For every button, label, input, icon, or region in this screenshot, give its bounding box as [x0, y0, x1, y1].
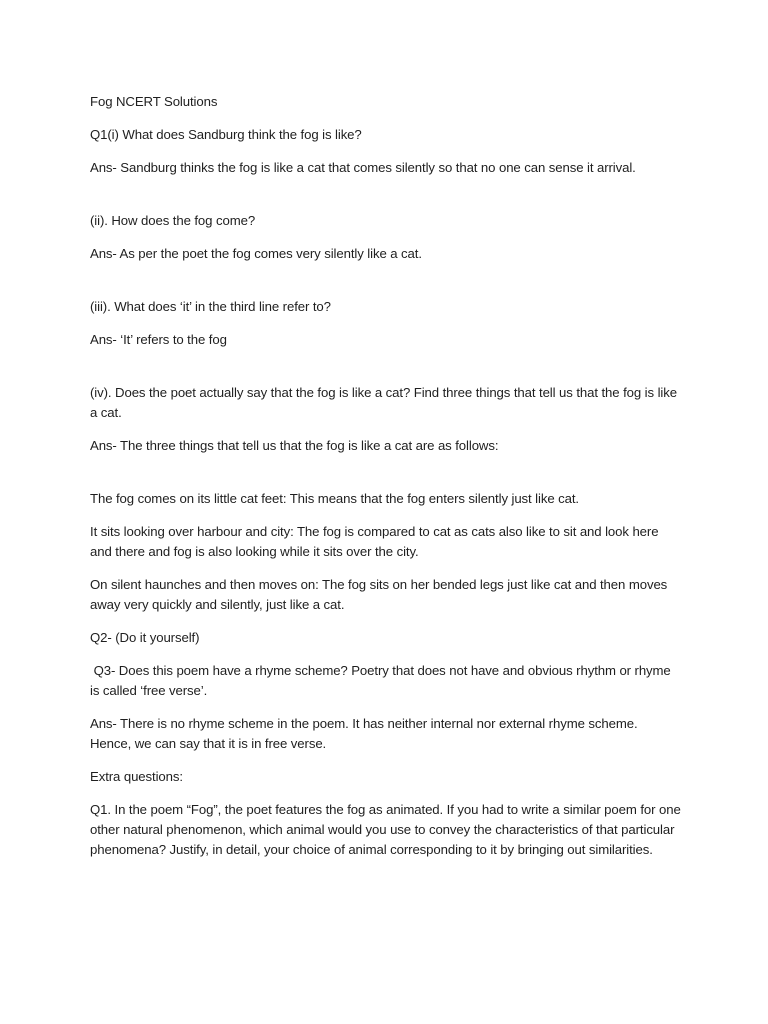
blank-line: [90, 469, 682, 489]
question-2: Q2- (Do it yourself): [90, 630, 200, 645]
answer-1-iv: Ans- The three things that tell us that the fog is like a cat are as follows:: [90, 438, 499, 453]
question-3: Q3- Does this poem have a rhyme scheme? Poetry that does not have and obvious rhythm or rhyme is called ‘free verse’.: [90, 663, 671, 698]
extra-question-1: Q1. In the poem “Fog”, the poet features the fog as animated. If you had to write a similar poem for one other natural phenomenon, which animal would you use to convey the characteristics of that particular phenomena? Justify, in detail, your choice of animal corresponding to it by bringing out similarities.: [90, 802, 681, 857]
question-1-iii: (iii). What does ‘it’ in the third line refer to?: [90, 299, 331, 314]
point-harbour-city: It sits looking over harbour and city: The fog is compared to cat as cats also like to sit and look here and there and fog is also looking while it sits over the city.: [90, 524, 659, 559]
extra-questions-heading: Extra questions:: [90, 769, 183, 784]
document-title: Fog NCERT Solutions: [90, 94, 218, 109]
answer-1-ii: Ans- As per the poet the fog comes very silently like a cat.: [90, 246, 422, 261]
answer-1-i: Ans- Sandburg thinks the fog is like a cat that comes silently so that no one can sense it arrival.: [90, 160, 636, 175]
point-silent-haunches: On silent haunches and then moves on: The fog sits on her bended legs just like cat and then moves away very quickly and silently, just like a cat.: [90, 577, 668, 612]
question-1-ii: (ii). How does the fog come?: [90, 213, 256, 228]
blank-line: [90, 277, 682, 297]
question-1-iv: (iv). Does the poet actually say that the fog is like a cat? Find three things that tell us that the fog is like a cat.: [90, 385, 677, 420]
point-cat-feet: The fog comes on its little cat feet: This means that the fog enters silently just like cat.: [90, 491, 579, 506]
document-body: [90, 92, 682, 873]
blank-line: [90, 191, 682, 211]
answer-1-iii: Ans- ‘It’ refers to the fog: [90, 332, 227, 347]
question-1-i: Q1(i) What does Sandburg think the fog is like?: [90, 127, 362, 142]
blank-line: [90, 363, 682, 383]
answer-3: Ans- There is no rhyme scheme in the poem. It has neither internal nor external rhyme scheme. Hence, we can say that it is in free verse.: [90, 716, 638, 751]
